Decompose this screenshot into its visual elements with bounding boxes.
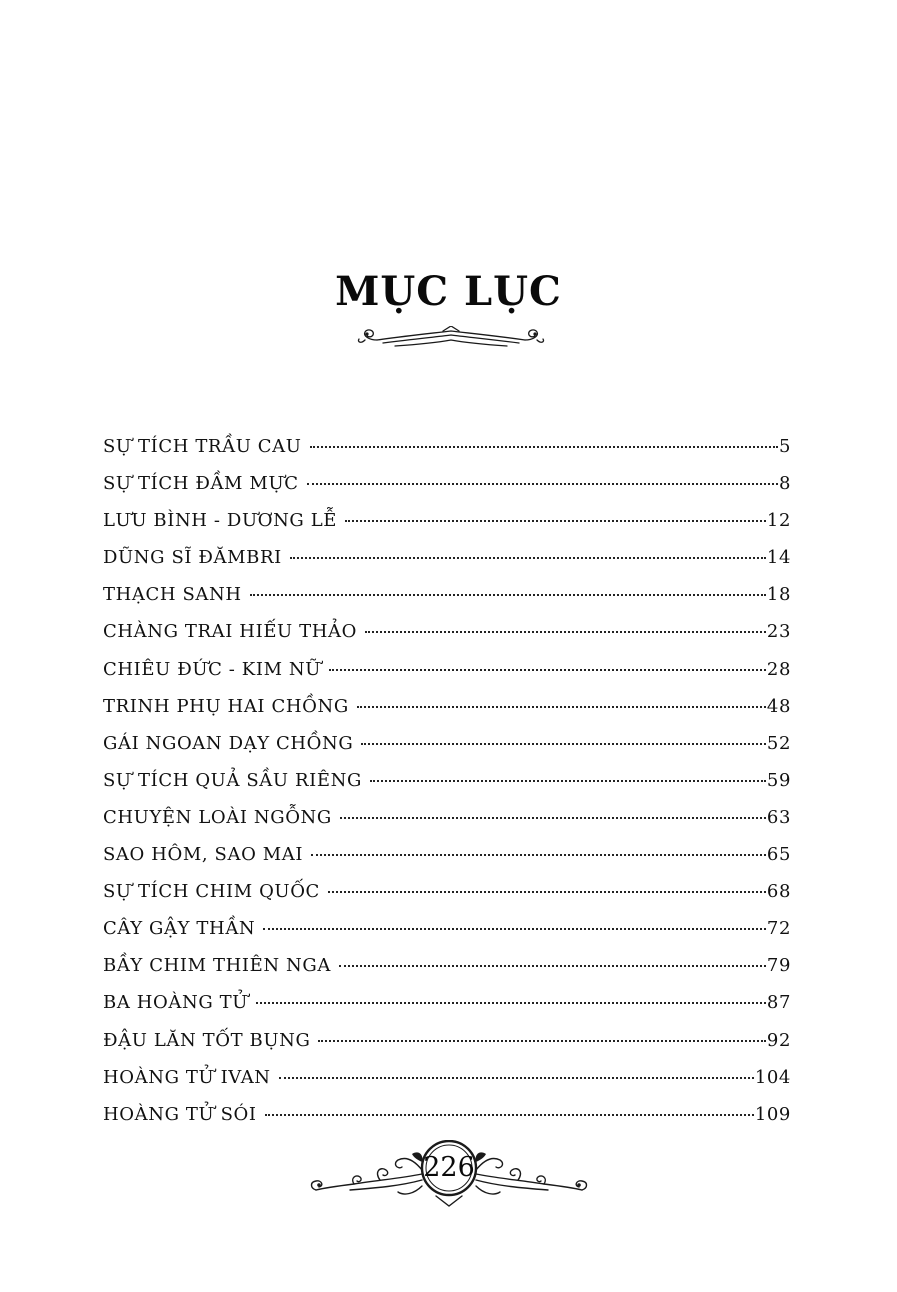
toc-entry-title: SỰ TÍCH CHIM QUỐC bbox=[103, 881, 320, 903]
toc-entry-page: 87 bbox=[766, 992, 791, 1014]
dot-leader bbox=[365, 631, 766, 633]
table-of-contents bbox=[103, 436, 791, 1141]
dot-leader bbox=[340, 817, 766, 819]
toc-row bbox=[103, 621, 791, 658]
toc-row bbox=[103, 1067, 791, 1104]
toc-row bbox=[103, 844, 791, 881]
dot-leader bbox=[307, 483, 778, 485]
dot-leader bbox=[256, 1002, 766, 1004]
toc-entry-page: 14 bbox=[766, 547, 791, 569]
dot-leader bbox=[265, 1114, 754, 1116]
toc-entry-page: 65 bbox=[766, 844, 791, 866]
dot-leader bbox=[328, 891, 766, 893]
dot-leader bbox=[310, 446, 778, 448]
toc-row bbox=[103, 436, 791, 473]
toc-entry-title: HOÀNG TỬ SÓI bbox=[103, 1103, 257, 1125]
toc-entry-title: SỰ TÍCH QUẢ SẦU RIÊNG bbox=[103, 769, 362, 791]
toc-entry-title: DŨNG SĨ ĐĂMBRI bbox=[103, 547, 282, 569]
toc-entry-title: SAO HÔM, SAO MAI bbox=[103, 844, 304, 866]
toc-row bbox=[103, 955, 791, 992]
toc-row bbox=[103, 881, 791, 918]
toc-row bbox=[103, 770, 791, 807]
toc-row bbox=[103, 584, 791, 621]
toc-entry-title: CÂY GẬY THẦN bbox=[103, 918, 256, 940]
toc-row bbox=[103, 659, 791, 696]
dot-leader bbox=[361, 743, 766, 745]
toc-entry-title: SỰ TÍCH ĐẦM MỰC bbox=[103, 473, 299, 495]
toc-row bbox=[103, 992, 791, 1029]
toc-entry-page: 79 bbox=[766, 955, 791, 977]
scroll-divider-icon bbox=[355, 326, 547, 352]
toc-entry-page: 48 bbox=[766, 695, 791, 717]
dot-leader bbox=[345, 520, 766, 522]
toc-row bbox=[103, 473, 791, 510]
toc-entry-page: 59 bbox=[766, 769, 791, 791]
toc-entry-page: 52 bbox=[766, 732, 791, 754]
page-number: 226 bbox=[423, 1152, 475, 1183]
toc-entry-page: 5 bbox=[778, 436, 791, 457]
toc-entry-title: BẦY CHIM THIÊN NGA bbox=[103, 955, 331, 977]
dot-leader bbox=[370, 780, 766, 782]
toc-entry-title: CHUYỆN LOÀI NGỖNG bbox=[103, 806, 332, 828]
toc-entry-page: 104 bbox=[754, 1066, 791, 1088]
toc-row bbox=[103, 918, 791, 955]
toc-entry-page: 63 bbox=[766, 806, 791, 828]
toc-entry-title: ĐẬU LĂN TỐT BỤNG bbox=[103, 1029, 311, 1051]
toc-entry-title: CHIÊU ĐỨC - KIM NỮ bbox=[103, 658, 322, 680]
dot-leader bbox=[311, 854, 766, 856]
toc-entry-page: 12 bbox=[766, 510, 791, 532]
toc-entry-title: CHÀNG TRAI HIẾU THẢO bbox=[103, 621, 358, 643]
toc-entry-title: TRINH PHỤ HAI CHỒNG bbox=[103, 695, 349, 717]
toc-row bbox=[103, 547, 791, 584]
toc-entry-page: 92 bbox=[766, 1029, 791, 1051]
toc-entry-title: HOÀNG TỬ IVAN bbox=[103, 1066, 271, 1088]
toc-row bbox=[103, 510, 791, 547]
toc-entry-page: 23 bbox=[766, 621, 791, 643]
toc-entry-page: 68 bbox=[766, 881, 791, 903]
toc-entry-page: 28 bbox=[766, 658, 791, 680]
toc-row bbox=[103, 1104, 791, 1141]
toc-entry-title: THẠCH SANH bbox=[103, 584, 242, 606]
toc-entry-page: 72 bbox=[766, 918, 791, 940]
page-title: MỤC LỤC bbox=[335, 268, 562, 315]
toc-row bbox=[103, 807, 791, 844]
dot-leader bbox=[339, 965, 766, 967]
toc-entry-title: BA HOÀNG TỬ bbox=[103, 992, 249, 1014]
dot-leader bbox=[250, 594, 766, 596]
toc-row bbox=[103, 733, 791, 770]
toc-entry-title: GÁI NGOAN DẠY CHỒNG bbox=[103, 732, 354, 754]
dot-leader bbox=[290, 557, 766, 559]
toc-entry-title: LƯU BÌNH - DƯƠNG LỄ bbox=[103, 510, 338, 532]
dot-leader bbox=[329, 669, 766, 671]
dot-leader bbox=[357, 706, 766, 708]
dot-leader bbox=[318, 1040, 765, 1042]
dot-leader bbox=[279, 1077, 754, 1079]
toc-entry-page: 109 bbox=[754, 1103, 791, 1125]
toc-entry-title: SỰ TÍCH TRẦU CAU bbox=[103, 436, 302, 457]
toc-entry-page: 8 bbox=[778, 473, 791, 495]
toc-entry-page: 18 bbox=[766, 584, 791, 606]
dot-leader bbox=[263, 928, 766, 930]
toc-row bbox=[103, 1030, 791, 1067]
toc-row bbox=[103, 696, 791, 733]
